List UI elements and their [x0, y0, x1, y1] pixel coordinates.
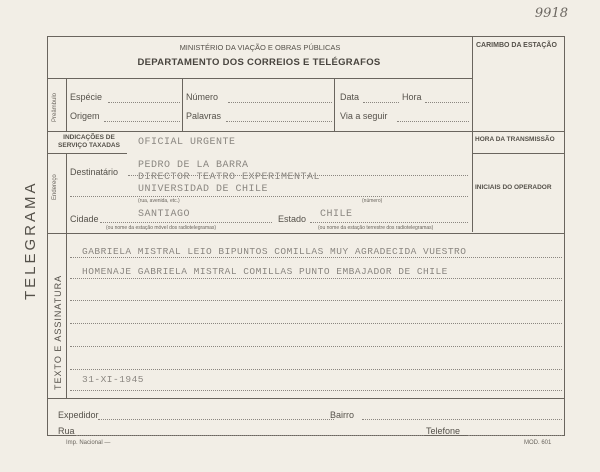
header-rule — [47, 78, 472, 79]
origem-field — [104, 121, 180, 122]
data-field — [363, 102, 399, 103]
estado-field — [310, 222, 468, 223]
cidade-value: SANTIAGO — [138, 209, 191, 220]
services-value: OFICIAL URGENTE — [138, 137, 236, 148]
preamble-section-label: Preâmbulo — [52, 92, 58, 122]
preamble-divider — [66, 78, 67, 131]
message-line2: HOMENAJE GABRIELA MISTRAL COMILLAS PUNTO EMBAJADOR DE CHILE — [82, 266, 448, 277]
origem-label: Origem — [70, 111, 100, 121]
hora-field — [425, 102, 469, 103]
services-label-line1: INDICAÇÕES DE — [63, 134, 115, 141]
address-section-label: Endereço — [52, 174, 58, 200]
rua-label: Rua — [58, 426, 75, 436]
especie-label: Espécie — [70, 92, 103, 102]
text-line-7 — [70, 390, 562, 391]
especie-divider — [182, 78, 183, 131]
estado-value: CHILE — [320, 209, 353, 220]
destinatario-value-line3: UNIVERSIDAD DE CHILE — [138, 184, 269, 195]
numero-divider — [334, 78, 335, 131]
text-section-label: TEXTO E ASSINATURA — [53, 274, 63, 390]
text-line-3 — [70, 300, 562, 301]
data-label: Data — [340, 92, 360, 102]
services-rule — [47, 153, 127, 154]
via-label: Via a seguir — [340, 111, 388, 121]
numero-field — [228, 102, 332, 103]
model-number: MOD. 601 — [524, 440, 552, 446]
text-divider — [66, 233, 67, 398]
message-line1: GABRIELA MISTRAL LEIO BIPUNTOS COMILLAS MUY AGRADECIDA VUESTRO — [82, 246, 467, 257]
ministry-title: MINISTÉRIO DA VIAÇÃO E OBRAS PÚBLICAS — [179, 43, 341, 52]
rua-field — [76, 435, 424, 436]
destinatario-label: Destinatário — [70, 167, 119, 177]
text-line-5 — [70, 346, 562, 347]
department-title: DEPARTAMENTO DOS CORREIOS E TELÉGRAFOS — [137, 57, 381, 68]
telefone-field — [468, 435, 562, 436]
services-label — [50, 134, 128, 150]
cidade-label: Cidade — [70, 214, 99, 224]
numero-hint: (número) — [362, 198, 383, 204]
right-column-divider — [472, 36, 473, 232]
expedidor-field — [98, 419, 334, 420]
services-label-line2: SERVIÇO TAXADAS — [58, 142, 120, 149]
hora-label: Hora — [402, 92, 422, 102]
text-line-1 — [70, 257, 562, 258]
destinatario-value-line1: PEDRO DE LA BARRA — [138, 160, 249, 171]
address-rule — [47, 233, 565, 234]
bairro-label: Bairro — [330, 410, 355, 420]
estado-hint: (ou nome da estação terrestre dos radiotelegramas) — [318, 225, 434, 231]
imprint: Imp. Nacional — — [66, 440, 111, 446]
text-line-4 — [70, 323, 562, 324]
handwritten-number: 9918 — [534, 6, 568, 21]
text-rule — [47, 398, 565, 399]
palavras-label: Palavras — [186, 111, 222, 121]
address-divider — [66, 153, 67, 233]
stamp-box-label: CARIMBO DA ESTAÇÃO — [476, 42, 557, 49]
cidade-hint: (ou nome da estação móvel dos radiotelegramas) — [106, 225, 217, 231]
destinatario-line2 — [70, 196, 468, 197]
cidade-field — [100, 222, 272, 223]
text-line-6 — [70, 369, 562, 370]
operator-initials-label: INICIAIS DO OPERADOR — [475, 184, 552, 191]
numero-label: Número — [186, 92, 219, 102]
transmission-rule — [472, 153, 565, 154]
side-title: TELEGRAMA — [22, 180, 39, 300]
bairro-field — [362, 419, 562, 420]
message-date: 31-XI-1945 — [82, 374, 145, 385]
avenida-hint: (rua, avenida, etc.) — [138, 198, 180, 204]
palavras-field — [226, 121, 332, 122]
expedidor-label: Expedidor — [58, 410, 99, 420]
destinatario-value-line2: DIRECTOR TEATRO EXPERIMENTAL — [138, 172, 321, 183]
especie-field — [108, 102, 180, 103]
transmission-time-label: HORA DA TRANSMISSÃO — [475, 136, 555, 143]
text-line-2 — [70, 278, 562, 279]
telefone-label: Telefone — [426, 426, 461, 436]
via-field — [397, 121, 469, 122]
estado-label: Estado — [278, 214, 307, 224]
preamble-rule — [47, 131, 565, 132]
